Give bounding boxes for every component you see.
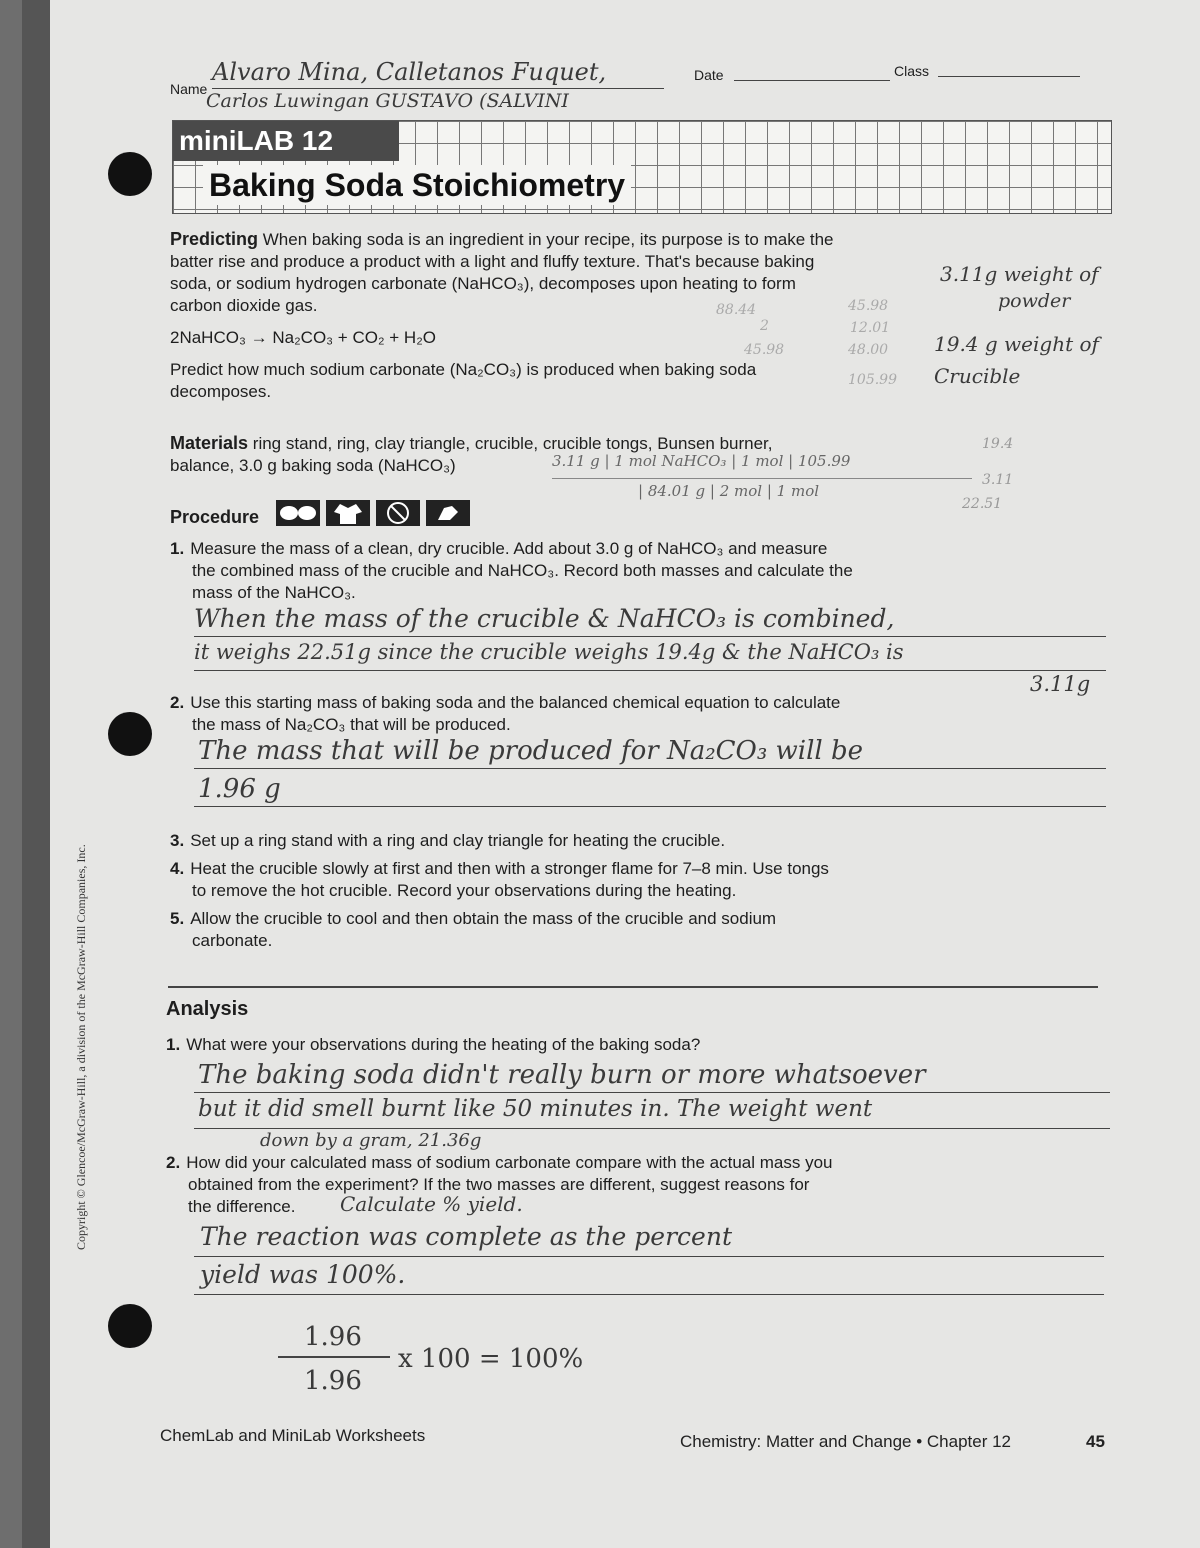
answer-rule <box>194 1294 1104 1295</box>
worksheet-page <box>22 0 1200 1548</box>
margin-note-powder: 3.11g weight of <box>940 262 1099 286</box>
step-text: carbonate. <box>192 931 273 950</box>
answer-2-line1: The mass that will be produced for Na₂CO₃ will be <box>198 736 864 766</box>
answer-rule <box>194 1128 1110 1129</box>
yield-denominator: 1.96 <box>304 1366 362 1396</box>
margin-note-crucible-2: Crucible <box>934 364 1021 388</box>
materials-line: balance, 3.0 g baking soda (NaHCO₃) <box>170 456 456 475</box>
answer-rule <box>194 1092 1110 1093</box>
copyright-note: Copyright © Glencoe/McGraw-Hill, a division of the McGraw-Hill Companies, Inc. <box>74 844 88 1250</box>
answer-1-line2: it weighs 22.51g since the crucible weighs 19.4g & the NaHCO₃ is <box>194 640 904 664</box>
predict-question: decomposes. <box>170 382 272 401</box>
date-line <box>734 80 890 81</box>
step-number: 1. <box>170 539 185 558</box>
question-text: What were your observations during the heating of the baking soda? <box>186 1035 701 1054</box>
section-divider <box>168 986 1098 988</box>
scratch-number: 105.99 <box>848 372 897 388</box>
predicting-line: soda, or sodium hydrogen carbonate (NaHCO₃), decomposes upon heating to form <box>170 274 796 293</box>
procedure-heading: Procedure <box>170 507 260 527</box>
class-label: Class <box>894 63 930 79</box>
step-text: Set up a ring stand with a ring and clay triangle for heating the crucible. <box>190 831 726 850</box>
predict-question: Predict how much sodium carbonate (Na₂CO₃) is produced when baking soda <box>170 360 757 379</box>
question-number: 1. <box>166 1035 181 1054</box>
predicting-heading: Predicting <box>170 229 259 249</box>
chemical-equation: 2NaHCO₃ → Na₂CO₃ + CO₂ + H₂O <box>170 328 437 347</box>
analysis-q2 <box>166 1152 986 1218</box>
scratch-number: 45.98 <box>848 298 889 314</box>
question-text: How did your calculated mass of sodium carbonate compare with the actual mass you <box>186 1153 833 1172</box>
lab-coat-icon <box>326 500 370 526</box>
minilab-label: miniLAB 12 <box>173 121 399 161</box>
step-text: Heat the crucible slowly at first and then with a stronger flame for 7–8 min. Use tongs <box>190 859 829 878</box>
answer-q1-line1: The baking soda didn't really burn or more whatsoever <box>198 1060 926 1090</box>
step-number: 2. <box>170 693 185 712</box>
margin-note-crucible: 19.4 g weight of <box>934 332 1099 356</box>
class-line <box>938 76 1080 77</box>
student-names-line2: Carlos Luwingan GUSTAVO (SALVINI <box>206 90 569 112</box>
answer-rule <box>194 1256 1104 1257</box>
yield-numerator: 1.96 <box>304 1322 362 1352</box>
materials-line: ring stand, ring, clay triangle, crucible, crucible tongs, Bunsen burner, <box>252 434 773 453</box>
answer-q2-line1: The reaction was complete as the percent <box>200 1222 732 1251</box>
answer-rule <box>194 806 1106 807</box>
question-text: obtained from the experiment? If the two masses are different, suggest reasons for <box>188 1175 810 1194</box>
scratch-number: 45.98 <box>744 342 785 358</box>
step-text: the mass of Na₂CO₃ that will be produced. <box>192 715 511 734</box>
question-text: the difference. <box>188 1197 296 1216</box>
yield-result: x 100 = 100% <box>398 1344 584 1374</box>
side-sum: 22.51 <box>962 496 1003 512</box>
no-flame-icon <box>376 500 420 526</box>
stoich-calc-bottom: | 84.01 g | 2 mol | 1 mol <box>638 482 820 500</box>
step-text: Measure the mass of a clean, dry crucible. Add about 3.0 g of NaHCO₃ and measure <box>190 539 828 558</box>
margin-note-powder-2: powder <box>998 290 1071 312</box>
name-label: Name <box>170 81 208 97</box>
stoich-calc-top: 3.11 g | 1 mol NaHCO₃ | 1 mol | 105.99 <box>552 452 851 470</box>
footer-left: ChemLab and MiniLab Worksheets <box>160 1426 426 1445</box>
page-edge <box>22 0 50 1548</box>
procedure-step-2 <box>170 692 970 736</box>
predicting-line: batter rise and produce a product with a light and fluffy texture. That's because baking <box>170 252 815 271</box>
fraction-bar <box>278 1356 390 1358</box>
stoich-calc-bar <box>552 478 972 479</box>
scratch-number: 88.44 <box>716 302 757 318</box>
step-text: Use this starting mass of baking soda and the balanced chemical equation to calculate <box>190 693 841 712</box>
answer-1-extra: 3.11g <box>1030 672 1091 696</box>
step-number: 3. <box>170 831 185 850</box>
step-number: 4. <box>170 859 185 878</box>
analysis-q1 <box>166 1034 986 1056</box>
binder-hole <box>108 1304 152 1348</box>
date-label: Date <box>694 67 724 83</box>
side-sum: 19.4 <box>982 436 1014 452</box>
step-text: Allow the crucible to cool and then obtain the mass of the crucible and sodium <box>190 909 777 928</box>
binder-hole <box>108 152 152 196</box>
materials-heading: Materials <box>170 433 249 453</box>
question-number: 2. <box>166 1153 181 1172</box>
answer-q1-line3: down by a gram, 21.36g <box>260 1130 482 1151</box>
answer-2-line2: 1.96 g <box>198 774 281 804</box>
page-number: 45 <box>1086 1432 1105 1451</box>
step-number: 5. <box>170 909 185 928</box>
predicting-line: When baking soda is an ingredient in your recipe, its purpose is to make the <box>262 230 834 249</box>
step-text: mass of the NaHCO₃. <box>192 583 356 602</box>
answer-1-line1: When the mass of the crucible & NaHCO₃ is combined, <box>194 604 895 633</box>
scratch-number: 12.01 <box>850 320 891 336</box>
predicting-line: carbon dioxide gas. <box>170 296 318 315</box>
analysis-heading: Analysis <box>166 998 249 1020</box>
scratch-number: 48.00 <box>848 342 889 358</box>
answer-q1-line2: but it did smell burnt like 50 minutes in. The weight went <box>198 1096 873 1122</box>
step-text: the combined mass of the crucible and NaHCO₃. Record both masses and calculate the <box>192 561 853 580</box>
student-names-line1: Alvaro Mina, Calletanos Fuquet, <box>212 58 607 86</box>
q2-handwritten-note: Calculate % yield. <box>340 1192 523 1216</box>
answer-rule <box>194 768 1106 769</box>
procedure-steps-3-5 <box>170 830 970 952</box>
step-text: to remove the hot crucible. Record your observations during the heating. <box>192 881 737 900</box>
binder-hole <box>108 712 152 756</box>
side-sum: 3.11 <box>982 472 1014 488</box>
answer-rule <box>194 670 1106 671</box>
answer-q2-line2: yield was 100%. <box>200 1260 406 1289</box>
procedure-step-1 <box>170 538 970 604</box>
footer-right: Chemistry: Matter and Change • Chapter 12 <box>680 1432 1012 1451</box>
scratch-number: 2 <box>760 318 769 334</box>
hand-wash-icon <box>426 500 470 526</box>
name-line <box>212 88 664 89</box>
page-title: Baking Soda Stoichiometry <box>203 165 631 205</box>
minilab-banner <box>172 120 1112 214</box>
answer-rule <box>194 636 1106 637</box>
goggles-icon <box>276 500 320 526</box>
